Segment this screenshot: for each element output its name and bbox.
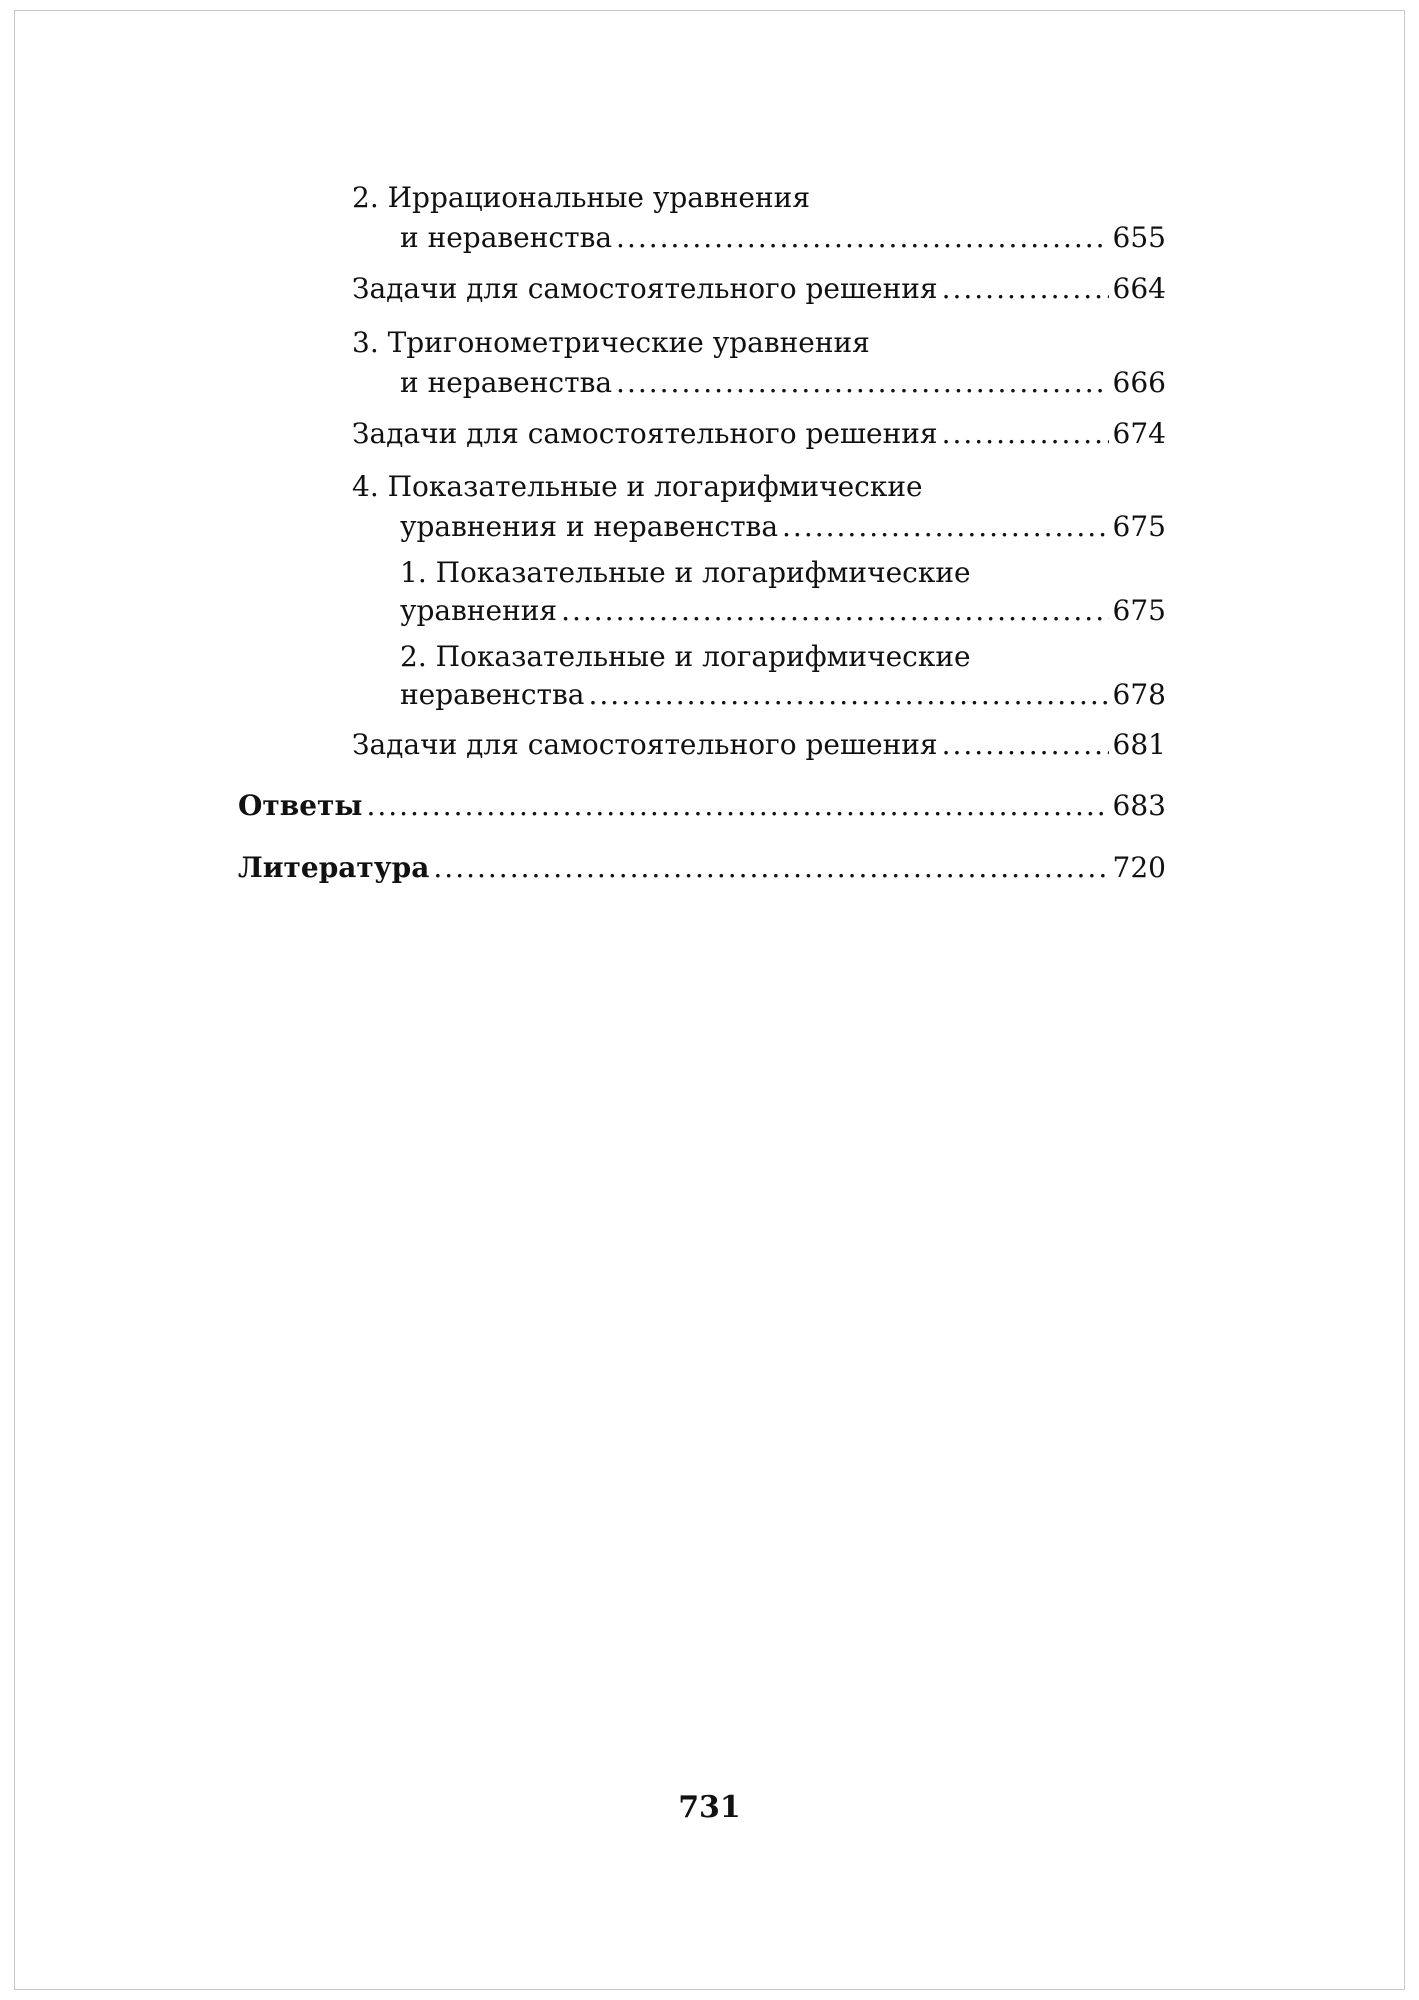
toc-entry-answers[interactable] — [238, 786, 1166, 826]
leader-dots — [588, 675, 1108, 715]
leader-dots — [616, 218, 1109, 258]
toc-entry-title: 1. Показательные и логарифмические — [400, 556, 971, 589]
toc-page-number: 720 — [1112, 851, 1166, 884]
toc-entry-title: Ответы — [238, 789, 363, 822]
toc-entry[interactable] — [400, 218, 1166, 258]
toc-entry-title: 2. Иррациональные уравнения — [352, 181, 810, 214]
leader-dots — [942, 269, 1109, 309]
toc-entry[interactable] — [400, 675, 1166, 715]
toc-entry-title: Задачи для самостоятельного решения — [352, 417, 938, 450]
toc-entry-title: уравнения — [400, 594, 558, 627]
toc-entry-title: 3. Тригонометрические уравнения — [352, 326, 870, 359]
leader-dots — [942, 725, 1109, 765]
toc-entry[interactable] — [352, 725, 1166, 765]
toc-entry-title: 4. Показательные и логарифмические — [352, 470, 923, 503]
toc-page-number: 664 — [1112, 272, 1166, 305]
toc-entry-title: уравнения и неравенства — [400, 510, 779, 543]
toc-entry[interactable] — [352, 414, 1166, 454]
toc-page-number: 675 — [1112, 594, 1166, 627]
leader-dots — [366, 786, 1108, 826]
leader-dots — [561, 591, 1108, 631]
toc-page-number: 681 — [1112, 728, 1166, 761]
leader-dots — [942, 414, 1109, 454]
toc-entry[interactable] — [400, 507, 1166, 547]
leader-dots — [782, 507, 1109, 547]
toc-page-number: 666 — [1112, 366, 1166, 399]
toc-entry-title: неравенства — [400, 678, 585, 711]
toc-page-number: 674 — [1112, 417, 1166, 450]
toc-page-number: 678 — [1112, 678, 1166, 711]
leader-dots — [616, 363, 1109, 403]
toc-entry-title: Литература — [238, 851, 430, 884]
toc-entry-title: Задачи для самостоятельного решения — [352, 728, 938, 761]
toc-entry-literature[interactable] — [238, 848, 1166, 888]
toc-entry[interactable] — [352, 269, 1166, 309]
toc-page-number: 683 — [1112, 789, 1166, 822]
page-number: 731 — [678, 1790, 741, 1825]
toc-entry[interactable] — [400, 363, 1166, 403]
toc-page-number: 655 — [1112, 221, 1166, 254]
leader-dots — [433, 848, 1108, 888]
toc-entry-title: и неравенства — [400, 366, 613, 399]
toc-entry-title: и неравенства — [400, 221, 613, 254]
toc-page-number: 675 — [1112, 510, 1166, 543]
toc-entry[interactable] — [400, 591, 1166, 631]
toc-entry-title: Задачи для самостоятельного решения — [352, 272, 938, 305]
toc-entry-title: 2. Показательные и логарифмические — [400, 640, 971, 673]
